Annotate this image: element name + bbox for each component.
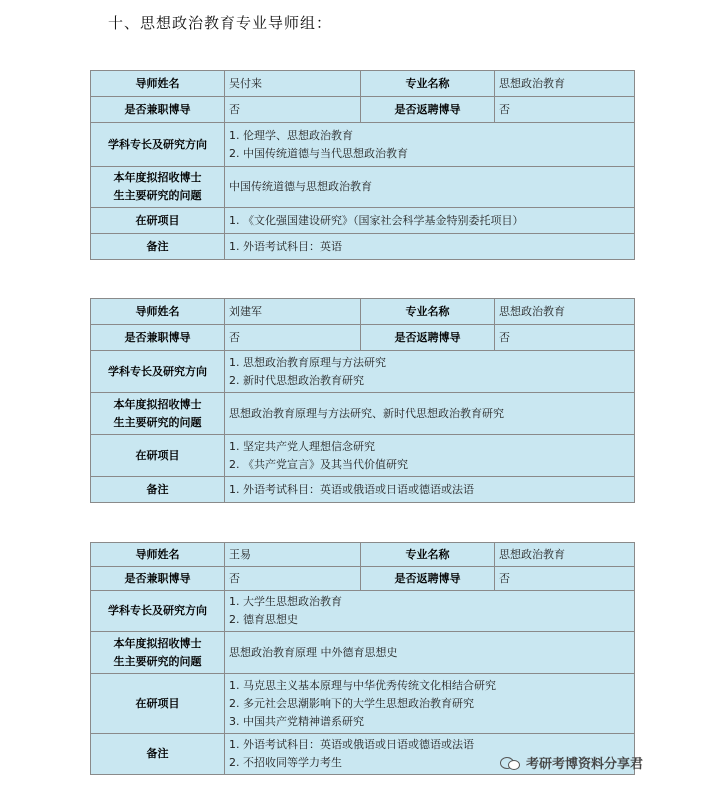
part-time-value: 否 [225, 97, 361, 123]
major-value: 思想政治教育 [495, 543, 635, 567]
project-line: 3. 中国共产党精神谱系研究 [229, 714, 364, 728]
major-value: 思想政治教育 [495, 71, 635, 97]
major-label: 专业名称 [361, 299, 495, 325]
rehired-label: 是否返聘博导 [361, 567, 495, 591]
topics-label-line: 本年度拟招收博士 [113, 397, 202, 411]
topics-label-line: 本年度拟招收博士 [113, 171, 202, 184]
advisor-table [90, 70, 635, 260]
projects-value [225, 208, 635, 234]
name-label: 导师姓名 [91, 543, 225, 567]
specialty-value [225, 351, 635, 393]
topics-value: 思想政治教育原理 中外德育思想史 [225, 632, 635, 674]
topics-label [91, 167, 225, 208]
part-time-value: 否 [225, 567, 361, 591]
part-time-label: 是否兼职博导 [91, 97, 225, 123]
note-line: 2. 不招收同等学力考生 [229, 756, 342, 769]
notes-label: 备注 [91, 734, 225, 775]
note-line: 1. 外语考试科目：英语 [229, 239, 342, 253]
rehired-value: 否 [495, 325, 635, 351]
part-time-label: 是否兼职博导 [91, 567, 225, 591]
topics-label-line: 本年度拟招收博士 [113, 636, 202, 650]
project-line: 2. 多元社会思潮影响下的大学生思想政治教育研究 [229, 696, 474, 710]
topics-label-line: 生主要研究的问题 [113, 415, 202, 429]
part-time-value: 否 [225, 325, 361, 351]
rehired-value: 否 [495, 97, 635, 123]
topics-label-line: 生主要研究的问题 [113, 189, 202, 202]
projects-label: 在研项目 [91, 435, 225, 477]
topics-value: 思想政治教育原理与方法研究、新时代思想政治教育研究 [225, 393, 635, 435]
page-heading: 十、思想政治教育专业导师组： [108, 14, 333, 32]
projects-value [225, 674, 635, 734]
notes-value [225, 477, 635, 503]
name-label: 导师姓名 [91, 299, 225, 325]
project-line: 1. 《文化强国建设研究》（国家社会科学基金特别委托项目） [229, 213, 524, 227]
specialty-line: 2. 新时代思想政治教育研究 [229, 373, 364, 387]
project-line: 2. 《共产党宣言》及其当代价值研究 [229, 457, 408, 471]
topics-label-line: 生主要研究的问题 [113, 654, 202, 668]
notes-label: 备注 [91, 234, 225, 260]
specialty-label: 学科专长及研究方向 [91, 123, 225, 167]
major-label: 专业名称 [361, 71, 495, 97]
watermark [500, 753, 643, 772]
notes-label: 备注 [91, 477, 225, 503]
rehired-label: 是否返聘博导 [361, 97, 495, 123]
specialty-line: 2. 中国传统道德与当代思想政治教育 [229, 146, 408, 160]
advisor-table [90, 298, 635, 503]
projects-value [225, 435, 635, 477]
specialty-label: 学科专长及研究方向 [91, 351, 225, 393]
watermark-text: 考研考博资料分享君 [526, 757, 644, 772]
specialty-value [225, 591, 635, 632]
projects-label: 在研项目 [91, 674, 225, 734]
part-time-label: 是否兼职博导 [91, 325, 225, 351]
advisor-name: 吴付来 [225, 71, 361, 97]
name-label: 导师姓名 [91, 71, 225, 97]
wechat-icon [500, 755, 520, 771]
specialty-value [225, 123, 635, 167]
specialty-line: 1. 伦理学、思想政治教育 [229, 128, 353, 142]
note-line: 1. 外语考试科目：英语或俄语或日语或德语或法语 [229, 738, 474, 751]
topics-value: 中国传统道德与思想政治教育 [225, 167, 635, 208]
major-label: 专业名称 [361, 543, 495, 567]
specialty-label: 学科专长及研究方向 [91, 591, 225, 632]
rehired-value: 否 [495, 567, 635, 591]
advisor-name: 王易 [225, 543, 361, 567]
projects-label: 在研项目 [91, 208, 225, 234]
specialty-line: 2. 德育思想史 [229, 613, 298, 626]
major-value: 思想政治教育 [495, 299, 635, 325]
specialty-line: 1. 大学生思想政治教育 [229, 595, 342, 608]
project-line: 1. 马克思主义基本原理与中华优秀传统文化相结合研究 [229, 678, 496, 692]
rehired-label: 是否返聘博导 [361, 325, 495, 351]
specialty-line: 1. 思想政治教育原理与方法研究 [229, 355, 386, 369]
note-line: 1. 外语考试科目：英语或俄语或日语或德语或法语 [229, 482, 474, 496]
advisor-table [90, 542, 635, 775]
project-line: 1. 坚定共产党人理想信念研究 [229, 439, 375, 453]
advisor-name: 刘建军 [225, 299, 361, 325]
topics-label [91, 393, 225, 435]
notes-value [225, 234, 635, 260]
topics-label [91, 632, 225, 674]
